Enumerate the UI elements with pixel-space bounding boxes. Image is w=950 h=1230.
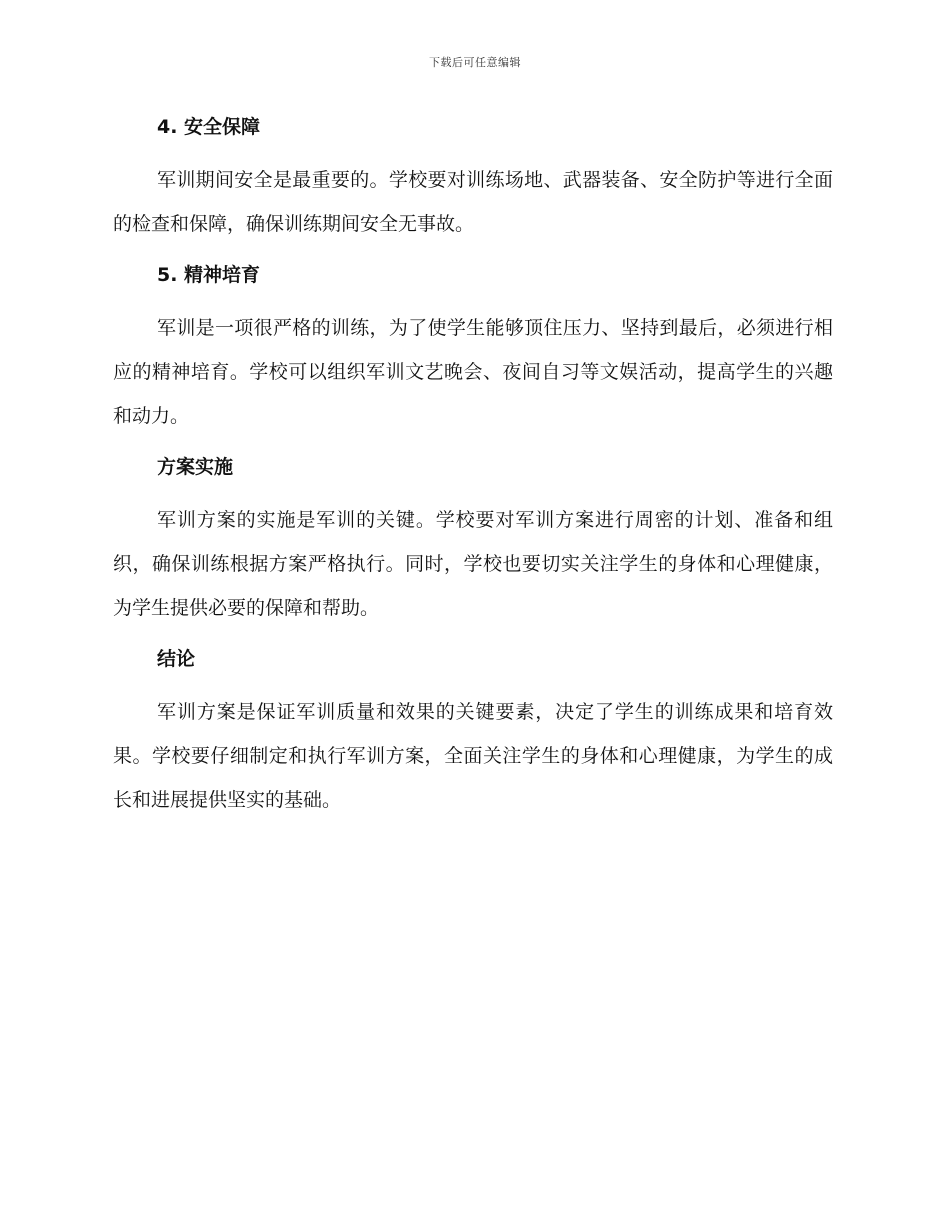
page-header-note: 下载后可任意编辑 — [429, 56, 521, 69]
section-spirit — [113, 260, 833, 438]
document-body — [113, 112, 833, 836]
section-safety — [113, 112, 833, 246]
section-heading: 方案实施 — [157, 456, 234, 478]
section-heading: 4. 安全保障 — [157, 116, 261, 138]
section-heading: 结论 — [157, 648, 196, 670]
section-implementation — [113, 452, 833, 630]
section-paragraph: 军训期间安全是最重要的。学校要对训练场地、武器装备、安全防护等进行全面的检查和保障，确保训练期间安全无事故。 — [113, 169, 833, 235]
section-paragraph: 军训是一项很严格的训练，为了使学生能够顶住压力、坚持到最后，必须进行相应的精神培育。学校可以组织军训文艺晚会、夜间自习等文娱活动，提高学生的兴趣和动力。 — [113, 317, 833, 427]
section-heading: 5. 精神培育 — [157, 264, 261, 286]
section-paragraph: 军训方案是保证军训质量和效果的关键要素，决定了学生的训练成果和培育效果。学校要仔细制定和执行军训方案，全面关注学生的身体和心理健康，为学生的成长和进展提供坚实的基础。 — [113, 701, 833, 811]
section-conclusion — [113, 644, 833, 822]
section-paragraph: 军训方案的实施是军训的关键。学校要对军训方案进行周密的计划、准备和组织，确保训练根据方案严格执行。同时，学校也要切实关注学生的身体和心理健康，为学生提供必要的保障和帮助。 — [113, 509, 833, 619]
